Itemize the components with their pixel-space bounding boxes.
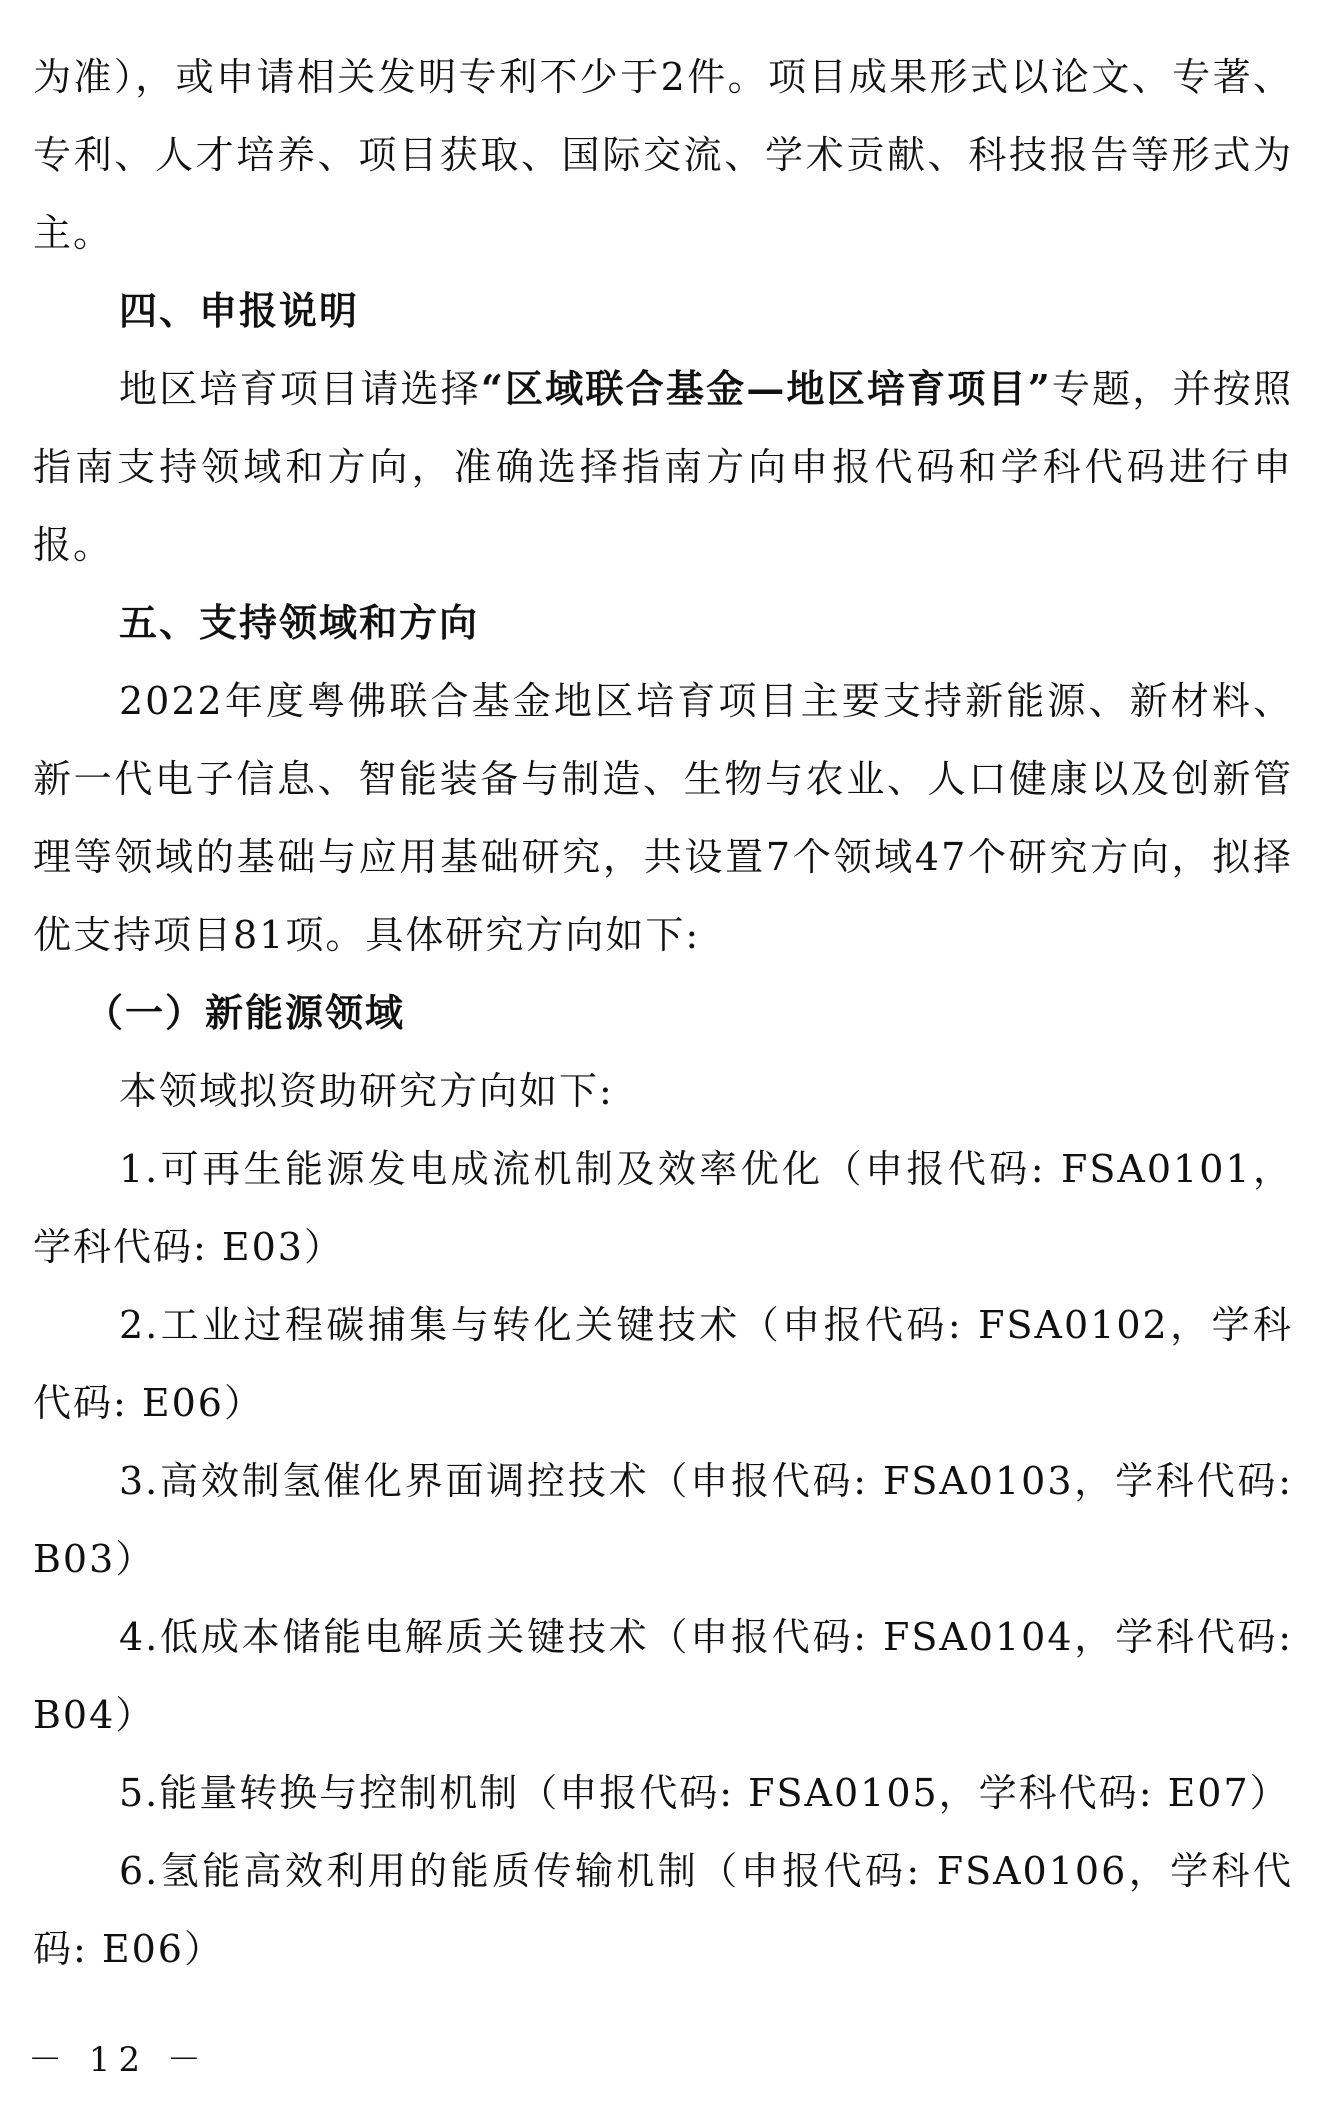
- page-number: － 12 －: [28, 2040, 209, 2080]
- section-heading-5: 五、支持领域和方向: [119, 601, 480, 645]
- list-item: 6.氢能高效利用的能质传输机制（申报代码: FSA0106，学科代码: E06）: [33, 1849, 1293, 1971]
- list-item: 1.可再生能源发电成流机制及效率优化（申报代码: FSA0101，学科代码: E03）: [33, 1147, 1293, 1269]
- paragraph-overview: 2022年度粤佛联合基金地区培育项目主要支持新能源、新材料、新一代电子信息、智能装备与制造、生物与农业、人口健康以及创新管理等领域的基础与应用基础研究，共设置7个领域47个研究方向，拟择优支持项目81项。具体研究方向如下:: [33, 679, 1293, 957]
- paragraph-declaration: [33, 350, 1293, 584]
- section-heading-4: 四、申报说明: [119, 289, 360, 333]
- subsection-heading-new-energy: （一）新能源领域: [85, 991, 406, 1035]
- declaration-topic-name: “区域联合基金—地区培育项目”: [480, 366, 1052, 411]
- list-item: 2.工业过程碳捕集与转化关键技术（申报代码: FSA0102，学科代码: E06）: [33, 1303, 1293, 1425]
- declaration-text-before: 地区培育项目请选择: [119, 367, 481, 411]
- list-item: 3.高效制氢催化界面调控技术（申报代码: FSA0103，学科代码: B03）: [33, 1459, 1293, 1581]
- list-item: 5.能量转换与控制机制（申报代码: FSA0105，学科代码: E07）: [119, 1771, 1290, 1815]
- declaration-text-after: 专题，并按照指南支持领域和方向，准确选择指南方向申报代码和学科代码进行申报。: [33, 367, 1293, 567]
- paragraph-intro: 本领域拟资助研究方向如下:: [119, 1069, 614, 1113]
- paragraph-continuation: 为准），或申请相关发明专利不少于2件。项目成果形式以论文、专著、专利、人才培养、项目获取、国际交流、学术贡献、科技报告等形式为主。: [33, 55, 1293, 255]
- document-body: [33, 38, 1293, 1988]
- list-item: 4.低成本储能电解质关键技术（申报代码: FSA0104，学科代码: B04）: [33, 1615, 1293, 1737]
